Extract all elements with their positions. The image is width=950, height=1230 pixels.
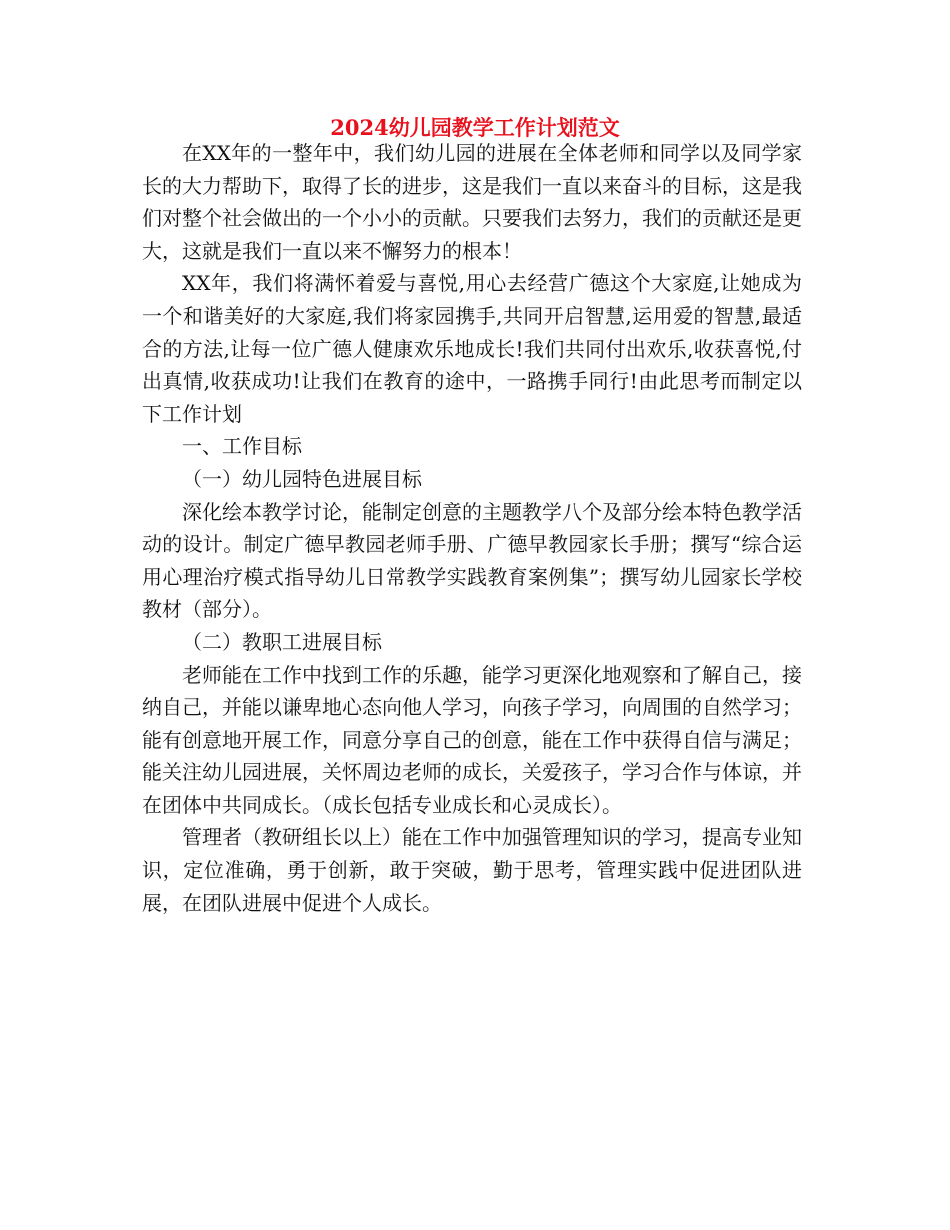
paragraph-manager-goals: 管理者（教研组长以上）能在工作中加强管理知识的学习，提高专业知识，定位准确，勇于创新，敢于突破，勤于思考，管理实践中促进团队进展，在团队进展中促进个人成长。	[142, 825, 802, 915]
paragraph-teacher-goals: 老师能在工作中找到工作的乐趣，能学习更深化地观察和了解自己，接纳自己，并能以谦卑地心态向他人学习，向孩子学习，向周围的自然学习；能有创意地开展工作，同意分享自己的创意，能在工作中获得自信与满足；能关注幼儿园进展，关怀周边老师的成长，关爱孩子，学习合作与体谅，并在团体中共同成长。（成长包括专业成长和心灵成长）。	[142, 662, 802, 817]
paragraph-intro: 在XX年的一整年中，我们幼儿园的进展在全体老师和同学以及同学家长的大力帮助下，取得了长的进步，这是我们一直以来奋斗的目标，这是我们对整个社会做出的一个小小的贡献。只要我们去努力，我们的贡献还是更大，这就是我们一直以来不懈努力的根本！	[142, 141, 802, 263]
paragraph-plan: XX年，我们将满怀着爱与喜悦,用心去经营广德这个大家庭,让她成为一个和谐美好的大家庭,我们将家园携手,共同开启智慧,运用爱的智慧,最适合的方法,让每一位广德人健康欢乐地成长!我们共同付出欢乐,收获喜悦,付出真情,收获成功!让我们在教育的途中，一路携手同行!由此思考而制定以下工作计划	[142, 271, 802, 426]
document-title: 2024幼儿园教学工作计划范文	[330, 115, 620, 140]
section-heading-goals: 一、工作目标	[182, 434, 302, 459]
subsection-heading-staff-goals: （二）教职工进展目标	[182, 629, 382, 654]
document-body	[142, 137, 802, 919]
paragraph-feature-goals: 深化绘本教学讨论，能制定创意的主题教学八个及部分绘本特色教学活动的设计。制定广德早教园老师手册、广德早教园家长手册；撰写“综合运用心理治疗模式指导幼儿日常教学实践教育案例集”；撰写幼儿园家长学校教材（部分）。	[142, 499, 802, 622]
subsection-heading-feature-goals: （一）幼儿园特色进展目标	[182, 466, 422, 491]
